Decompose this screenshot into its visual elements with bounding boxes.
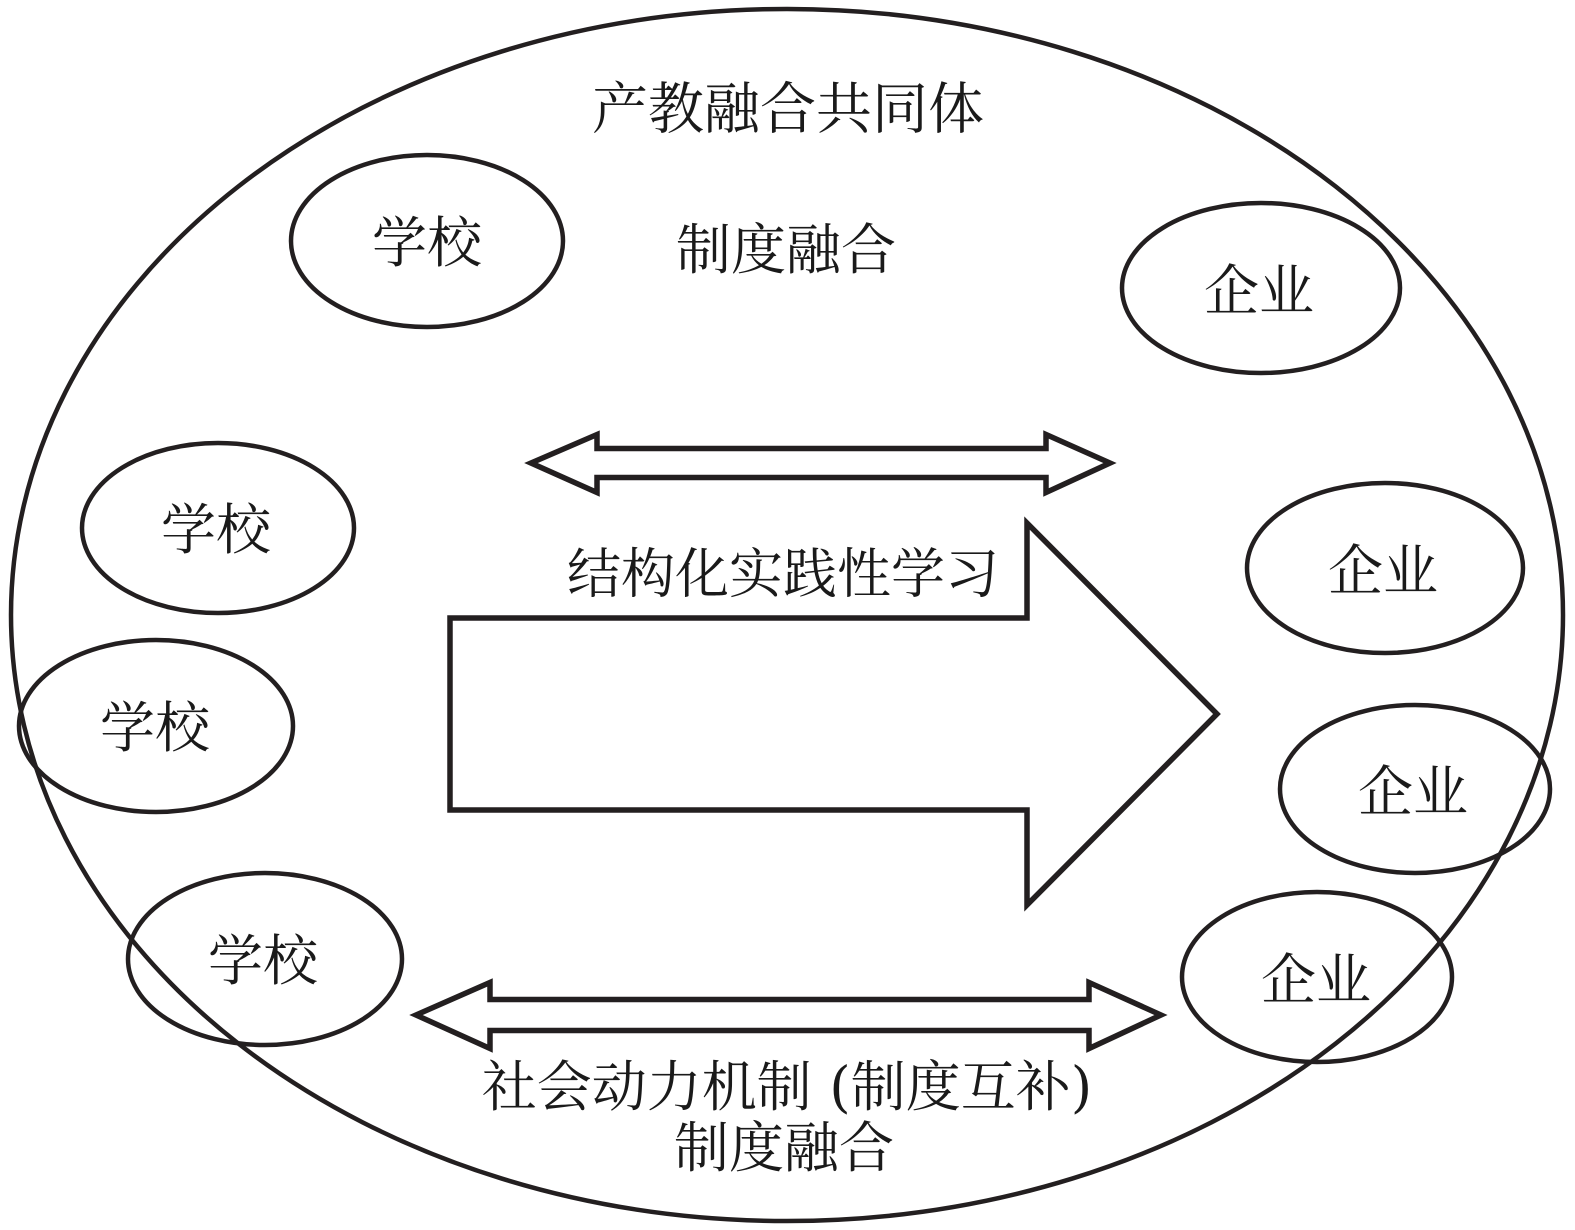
enterprise-label: 企业 (1357, 760, 1469, 824)
enterprise-label: 企业 (1327, 539, 1439, 603)
school-node-4 (128, 873, 402, 1045)
diagram-title: 产教融合共同体 (592, 77, 984, 143)
enterprise-node-1 (1122, 203, 1400, 373)
top-double-arrow (531, 435, 1110, 493)
institution-integration-top-label: 制度融合 (675, 218, 897, 282)
enterprise-node-3 (1280, 705, 1550, 873)
school-node-2 (82, 443, 354, 613)
enterprise-label: 企业 (1203, 259, 1315, 323)
structured-learning-label: 结构化实践性学习 (567, 542, 999, 606)
social-dynamics-label: 社会动力机制 (制度互补) (481, 1055, 1093, 1119)
institution-integration-bottom-label: 制度融合 (673, 1116, 895, 1180)
school-label: 学校 (207, 929, 319, 993)
school-node-3 (19, 640, 293, 812)
enterprise-node-2 (1247, 483, 1523, 653)
bottom-double-arrow (416, 983, 1161, 1049)
school-label: 学校 (99, 696, 211, 760)
school-label: 学校 (160, 498, 272, 562)
school-label: 学校 (371, 211, 483, 275)
enterprise-label: 企业 (1260, 948, 1372, 1012)
community-boundary-ellipse (11, 9, 1563, 1221)
school-node-1 (291, 155, 563, 327)
